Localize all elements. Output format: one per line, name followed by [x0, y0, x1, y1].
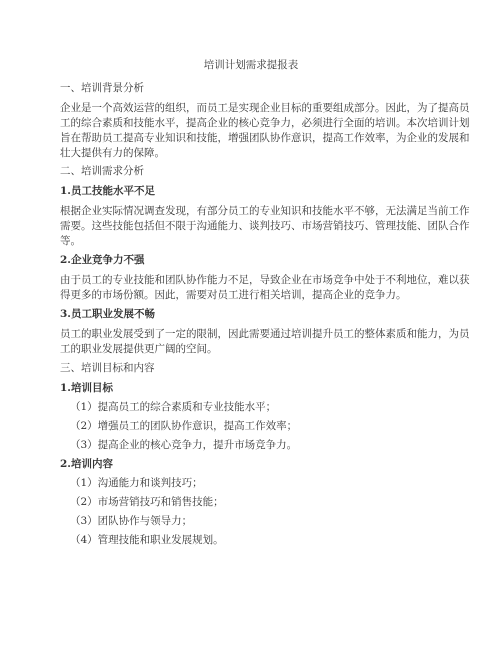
paragraph-line: 旨在帮助员工提高专业知识和技能，增强团队协作意识，提高工作效率，为企业的发展和 [60, 132, 470, 144]
subheading-skill-level: 1.员工技能水平不足 [60, 185, 155, 197]
paragraph-line: 员工的职业发展受到了一定的限制，因此需要通过培训提升员工的整体素质和能力，为员 [60, 328, 470, 340]
list-item: （2）增强员工的团队协作意识，提高工作效率； [70, 420, 298, 432]
subheading-training-goals: 1.培训目标 [60, 382, 113, 394]
paragraph-line: 由于员工的专业技能和团队协作能力不足，导致企业在市场竞争中处于不利地位，难以获 [60, 274, 470, 286]
list-item: （2）市场营销技巧和销售技能； [70, 496, 224, 508]
list-item: （3）团队协作与领导力； [70, 515, 193, 527]
paragraph-line: 得更多的市场份额。因此，需要对员工进行相关培训，提高企业的竞争力。 [60, 289, 407, 301]
list-item: （1）沟通能力和谈判技巧； [70, 477, 203, 489]
document-title: 培训计划需求提报表 [203, 59, 299, 71]
paragraph-line: 企业是一个高效运营的组织，而员工是实现企业目标的重要组成部分。因此，为了提高员 [60, 102, 470, 114]
section-heading-background: 一、培训背景分析 [60, 82, 144, 94]
list-item: （4）管理技能和职业发展规划。 [70, 534, 224, 546]
subheading-competitiveness: 2.企业竞争力不强 [60, 254, 145, 266]
list-item: （3）提高企业的核心竞争力，提升市场竞争力。 [70, 439, 298, 451]
subheading-training-content: 2.培训内容 [60, 458, 113, 470]
paragraph-line: 需要。这些技能包括但不限于沟通能力、谈判技巧、市场营销技巧、管理技能、团队合作 [60, 220, 470, 232]
paragraph-line: 根据企业实际情况调查发现，有部分员工的专业知识和技能水平不够，无法满足当前工作 [60, 205, 470, 217]
paragraph-line: 等。 [60, 235, 81, 247]
paragraph-line: 壮大提供有力的保障。 [60, 147, 165, 159]
section-heading-goals-content: 三、培训目标和内容 [60, 362, 155, 374]
list-item: （1）提高员工的综合素质和专业技能水平； [70, 401, 277, 413]
paragraph-line: 工的综合素质和技能水平，提高企业的核心竞争力，必须进行全面的培训。本次培训计划 [60, 117, 470, 129]
paragraph-line: 工的职业发展提供更广阔的空间。 [60, 343, 218, 355]
section-heading-needs: 二、培训需求分析 [60, 165, 144, 177]
subheading-career-development: 3.员工职业发展不畅 [60, 308, 155, 320]
